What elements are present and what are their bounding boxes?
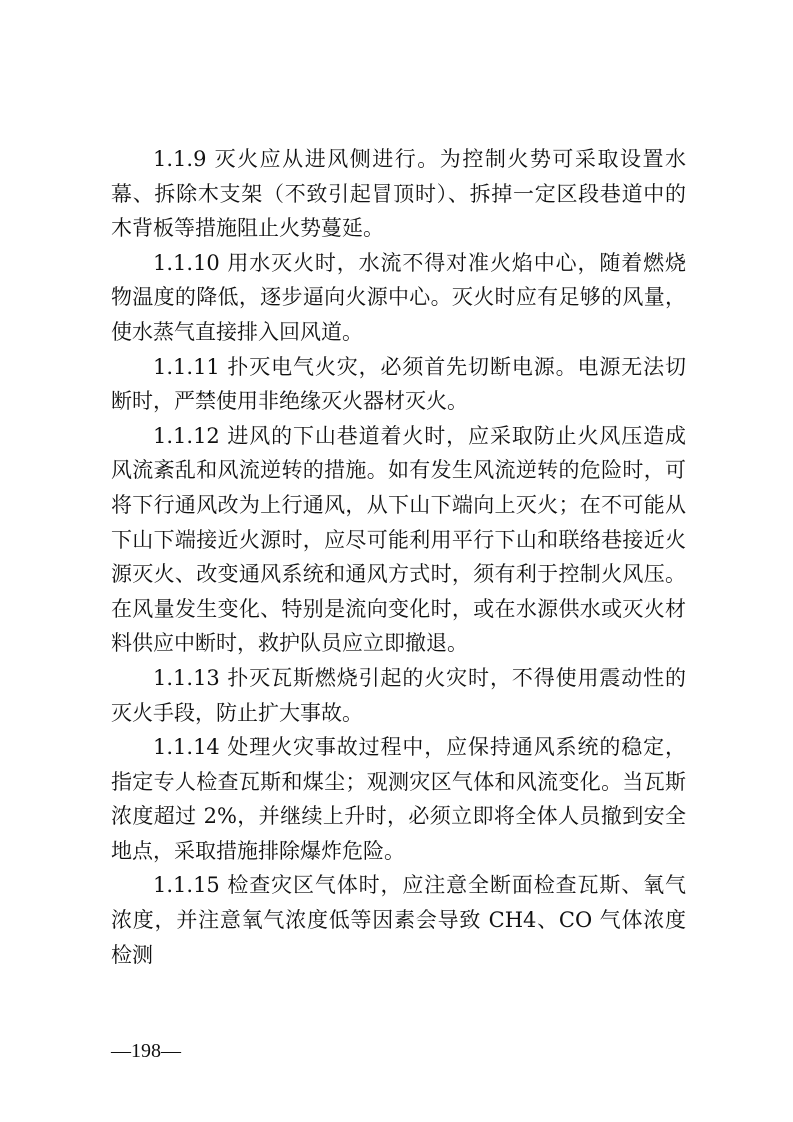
paragraph-1-1-14: 1.1.14 处理火灾事故过程中，应保持通风系统的稳定，指定专人检查瓦斯和煤尘；观测灾区气体和风流变化。当瓦斯浓度超过 2%，并继续上升时，必须立即将全体人员撤到安全地点，采取措施排除爆炸危险。 [111, 735, 686, 863]
document-body [111, 142, 686, 972]
paragraph-1-1-13: 1.1.13 扑灭瓦斯燃烧引起的火灾时，不得使用震动性的灭火手段，防止扩大事故。 [111, 665, 686, 725]
page-number: —198— [111, 1040, 181, 1062]
paragraph-1-1-15: 1.1.15 检查灾区气体时，应注意全断面检查瓦斯、氧气浓度，并注意氧气浓度低等因素会导致 CH4、CO 气体浓度检测 [111, 873, 686, 967]
paragraph-1-1-11: 1.1.11 扑灭电气火灾，必须首先切断电源。电源无法切断时，严禁使用非绝缘灭火器材灭火。 [111, 354, 686, 414]
paragraph-1-1-12: 1.1.12 进风的下山巷道着火时，应采取防止火风压造成风流紊乱和风流逆转的措施。如有发生风流逆转的危险时，可将下行通风改为上行通风，从下山下端向上灭火；在不可能从下山下端接近火源时，应尽可能利用平行下山和联络巷接近火源灭火、改变通风系统和通风方式时，须有利于控制火风压。在风量发生变化、特别是流向变化时，或在水源供水或灭火材料供应中断时，救护队员应立即撤退。 [111, 423, 686, 656]
paragraph-1-1-9: 1.1.9 灭火应从进风侧进行。为控制火势可采取设置水幕、拆除木支架（不致引起冒顶时）、拆掉一定区段巷道中的木背板等措施阻止火势蔓延。 [111, 147, 686, 241]
paragraph-1-1-10: 1.1.10 用水灭火时，水流不得对准火焰中心，随着燃烧物温度的降低，逐步逼向火源中心。灭火时应有足够的风量，使水蒸气直接排入回风道。 [111, 250, 686, 344]
